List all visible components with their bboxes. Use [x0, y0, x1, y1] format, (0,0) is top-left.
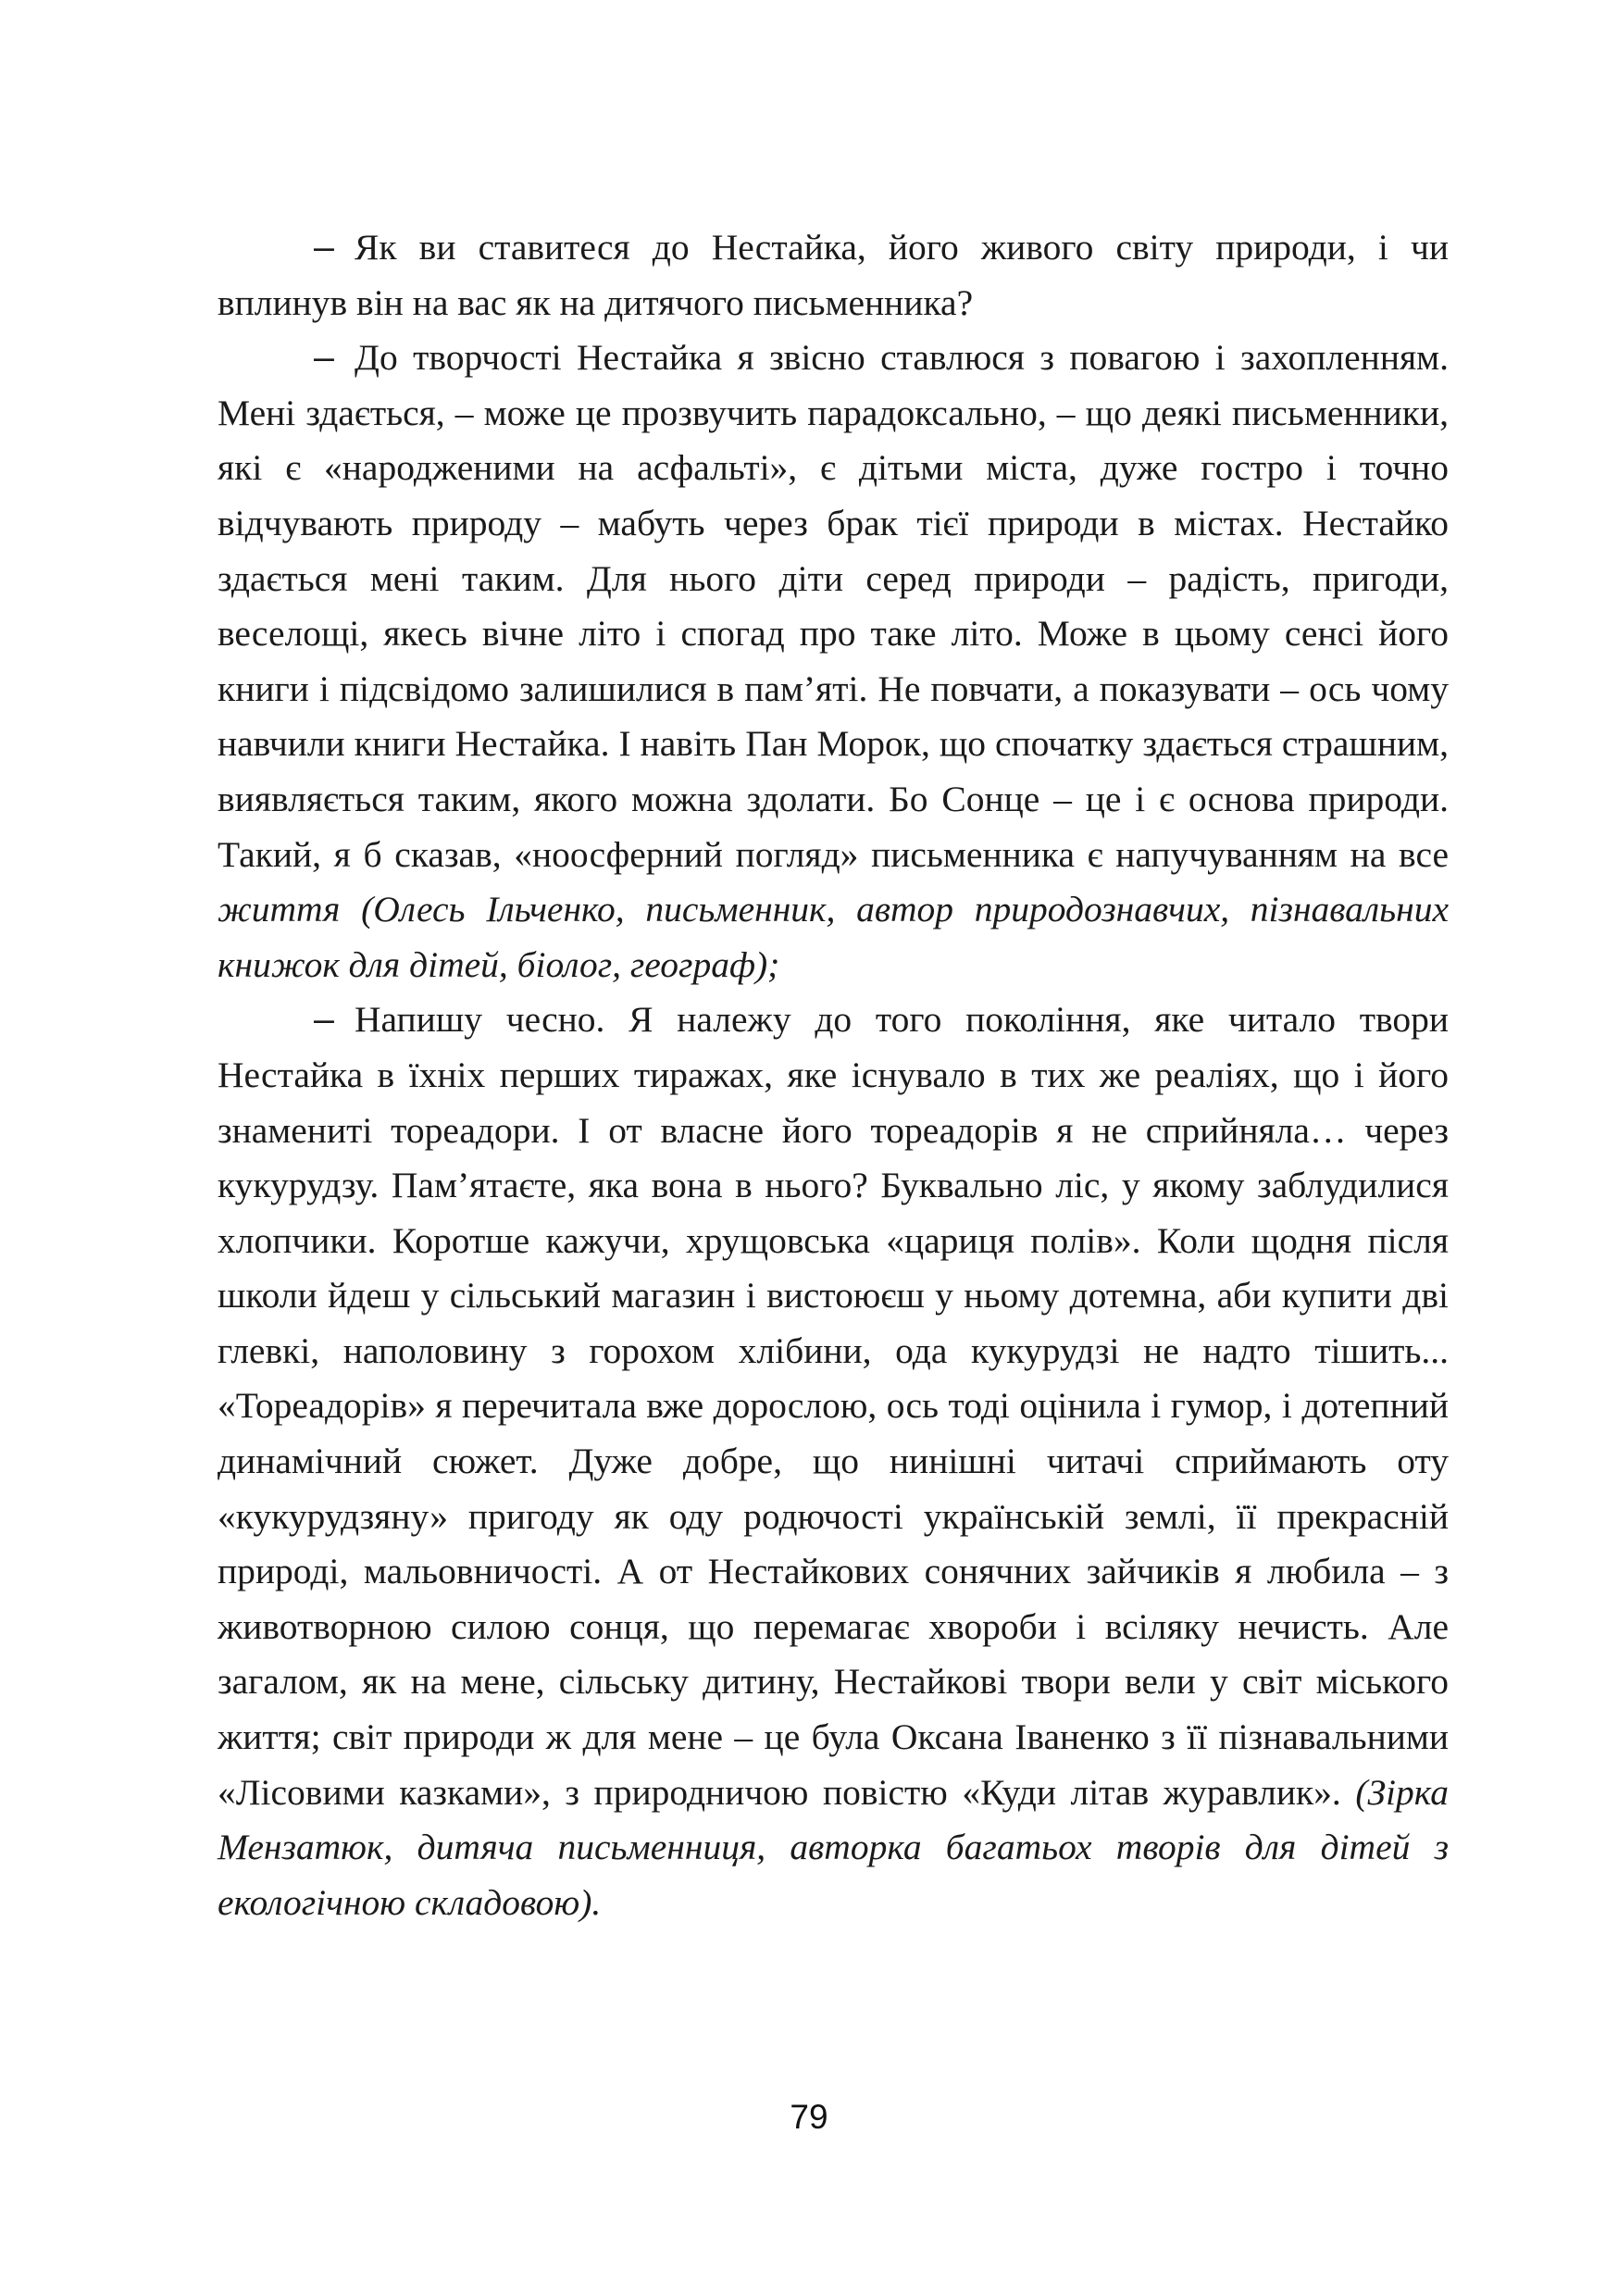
paragraph-text: Напишу чесно. Я належу до того покоління, яке читало твори Нестайка в їхніх перших тиражах, яке існувало в тих же реаліях, що і його знамениті тореадори. І от власне його тореадорів я не сприйняла… через кукурудзу. Пам’ятаєте, яка вона в нього? Буквально ліс, у якому заблудилися хлопчики. Коротше кажучи, хрущовська «цариця полів». Коли щодня після школи йдеш у сільський магазин і вистоюєш у ньому дотемна, аби купити дві глевкі, наполовину з горохом хлібини, ода кукурудзі не надто тішить... «Тореадорів» я перечитала вже дорослою, ось тоді оцінила і гумор, і дотепний динамічний сюжет. Дуже добре, що нинішні читачі сприймають оту «кукурудзяну» пригоду як оду родючості українській землі, її прекрасній природі, мальовничості. А от Нестайкових сонячних зайчиків я любила – з животворною силою сонця, що перемагає хвороби і всіляку нечисть. Але загалом, як на мене, сільську дитину, Нестайкові твори вели у світ міського життя; світ природи ж для мене – це була Оксана Іваненко з її пізнавальними «Лісовими казками», з природничою повістю «Куди літав журавлик». — [218, 999, 1449, 1813]
paragraph-text: Як ви ставитеся до Нестайка, його живого світу природи, і чи вплинув він на вас як на дитячого письменника? — [218, 227, 1449, 323]
body-text — [218, 220, 1449, 1930]
dialogue-dash: – — [314, 227, 334, 268]
dialogue-dash: – — [314, 999, 334, 1041]
answer-paragraph — [218, 331, 1449, 992]
author-attribution: життя (Олесь Ільченко, письменник, автор природознавчих, пізнавальних книжок для дітей, біолог, географ); — [218, 889, 1449, 985]
paragraph-text: До творчості Нестайка я звісно ставлюся з повагою і захопленням. Мені здається, – може це прозвучить парадоксально, – що деякі письменники, які є «народженими на асфальті», є дітьми міста, дуже гостро і точно відчувають природу – мабуть через брак тієї природи в містах. Нестайко здається мені таким. Для нього діти серед природи – радість, пригоди, веселощі, якесь вічне літо і спогад про таке літо. Може в цьому сенсі його книги і підсвідомо залишилися в пам’яті. Не повчати, а показувати – ось чому навчили книги Нестайка. І навіть Пан Морок, що спочатку здається страшним, виявляється таким, якого можна здолати. Бо Сонце – це і є основа природи. Такий, я б сказав, «ноосферний погляд» письменника є напучуванням на все — [218, 337, 1449, 875]
answer-paragraph — [218, 992, 1449, 1930]
author-attribution: (Зірка Мензатюк, дитяча письменниця, авторка багатьох творів для дітей з екологічною складовою). — [218, 1771, 1449, 1923]
page-number: 79 — [790, 2098, 828, 2136]
question-paragraph — [218, 220, 1449, 331]
dialogue-dash: – — [314, 337, 334, 379]
